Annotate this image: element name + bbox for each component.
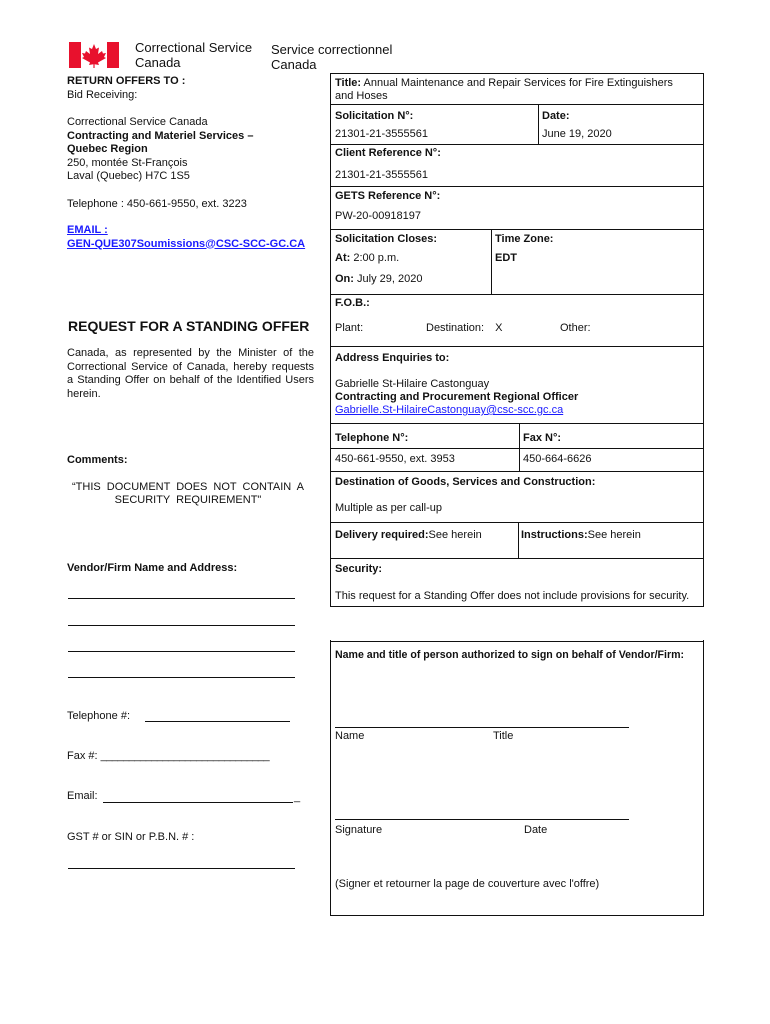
request-heading: REQUEST FOR A STANDING OFFER (68, 318, 310, 334)
solicitation-label: Solicitation N°: (335, 110, 414, 122)
fax-value: 450-664-6626 (523, 453, 592, 465)
name-title-line[interactable] (335, 727, 629, 728)
at-value: 2:00 p.m. (353, 252, 400, 264)
vendor-line-3[interactable] (68, 651, 295, 652)
officer-email-link[interactable]: Gabrielle.St-HilaireCastonguay@csc-scc.gc.ca (335, 404, 564, 416)
date-caption: Date (524, 824, 548, 836)
canada-flag-logo (69, 42, 119, 68)
instructions-value: See herein (587, 529, 641, 541)
delivery-label: Delivery required: (335, 529, 429, 541)
comments-text (72, 481, 304, 507)
vendor-fax-line[interactable]: ______________________________ (100, 750, 270, 762)
title-label: Title: (335, 77, 362, 89)
at-label: At: (335, 252, 351, 264)
gets-reference-label: GETS Reference N°: (335, 190, 441, 202)
vendor-email-line[interactable] (103, 802, 293, 803)
division-line-2: Quebec Region (67, 143, 148, 155)
title-value: Annual Maintenance and Repair Services for Fire Extinguishers (363, 77, 673, 89)
client-reference-value: 21301-21-3555561 (335, 169, 428, 181)
vendor-fax-label: Fax #: (67, 750, 98, 762)
on-label: On: (335, 273, 354, 285)
division-line-1: Contracting and Materiel Services – (67, 129, 254, 142)
fob-plant: Plant: (335, 322, 364, 334)
return-email-link[interactable]: GEN-QUE307Soumissions@CSC-SCC-GC.CA (67, 237, 306, 250)
title-field (335, 77, 695, 103)
security-value: This request for a Standing Offer does not include provisions for security. (335, 590, 690, 602)
department-name-en: Correctional Service Canada (135, 40, 253, 70)
destination-goods-value: Multiple as per call-up (335, 502, 442, 514)
closing-time (335, 252, 399, 265)
vendor-email-label: Email: (67, 790, 98, 802)
officer-name: Gabrielle St-Hilaire Castonguay (335, 378, 490, 390)
address-line-1: 250, montée St-François (67, 156, 188, 169)
title-value-2: and Hoses (335, 90, 388, 102)
instructions (521, 529, 641, 542)
address-line-2: Laval (Quebec) H7C 1S5 (67, 170, 190, 182)
title-caption: Title (493, 730, 514, 742)
comments-label: Comments: (67, 454, 128, 466)
on-value: July 29, 2020 (357, 273, 423, 285)
vendor-email-tail: _ (294, 791, 301, 803)
vendor-gst-label: GST # or SIN or P.B.N. # : (67, 831, 195, 843)
solicitation-form (330, 73, 704, 916)
vendor-gst-line[interactable] (68, 868, 295, 869)
return-address (67, 116, 317, 184)
signature-line[interactable] (335, 819, 629, 820)
request-body: Canada, as represented by the Minister of the Correctional Service of Canada, hereby requests a Standing Offer on behalf of the Identified Users herein. (67, 347, 314, 400)
officer-title: Contracting and Procurement Regional Officer (335, 391, 579, 403)
fob-other: Other: (560, 322, 591, 334)
time-zone-label: Time Zone: (495, 233, 554, 245)
vendor-line-4[interactable] (68, 677, 295, 678)
solicitation-closes-label: Solicitation Closes: (335, 233, 438, 245)
return-offers-label: RETURN OFFERS TO : (67, 75, 186, 87)
name-caption: Name (335, 730, 365, 742)
vendor-telephone-label: Telephone #: (67, 710, 130, 722)
fob-label: F.O.B.: (335, 297, 370, 309)
enquiries-label: Address Enquiries to: (335, 352, 450, 364)
destination-goods-label: Destination of Goods, Services and Construction: (335, 476, 596, 488)
vendor-telephone-line[interactable] (145, 721, 290, 722)
client-reference-label: Client Reference N°: (335, 147, 441, 159)
vendor-label: Vendor/Firm Name and Address: (67, 562, 238, 574)
time-zone-value: EDT (495, 252, 517, 264)
fax-label: Fax N°: (523, 432, 562, 444)
return-telephone: Telephone : 450-661-9550, ext. 3223 (67, 198, 247, 210)
fob-destination-value: X (495, 322, 503, 334)
fob-destination (426, 322, 503, 335)
security-label: Security: (335, 563, 383, 575)
vendor-line-2[interactable] (68, 625, 295, 626)
sign-note: (Signer et retourner la page de couverture avec l'offre) (335, 878, 600, 890)
telephone-value: 450-661-9550, ext. 3953 (335, 453, 455, 465)
vendor-fax (67, 750, 307, 764)
department-name-fr: Service correctionnel Canada (271, 42, 393, 72)
email-block (67, 224, 317, 251)
instructions-label: Instructions: (521, 529, 588, 541)
date-label: Date: (542, 110, 570, 122)
bid-receiving: Bid Receiving: (67, 88, 138, 101)
closing-date (335, 273, 422, 286)
delivery-value: See herein (428, 529, 482, 541)
comments-line-1: “THIS DOCUMENT DOES NOT CONTAIN A (72, 481, 304, 493)
date-value: June 19, 2020 (542, 128, 612, 140)
fob-destination-label: Destination: (426, 322, 485, 334)
return-offers-block (67, 75, 317, 102)
authorized-signer-label: Name and title of person authorized to sign on behalf of Vendor/Firm: (335, 649, 685, 661)
solicitation-number: 21301-21-3555561 (335, 128, 428, 140)
gets-reference-value: PW-20-00918197 (335, 210, 422, 222)
comments-line-2: SECURITY REQUIREMENT" (114, 494, 262, 506)
telephone-label: Telephone N°: (335, 432, 409, 444)
delivery-required (335, 529, 482, 542)
signature-caption: Signature (335, 824, 383, 836)
email-label: EMAIL : (67, 224, 108, 236)
org-name: Correctional Service Canada (67, 116, 208, 128)
vendor-line-1[interactable] (68, 598, 295, 599)
